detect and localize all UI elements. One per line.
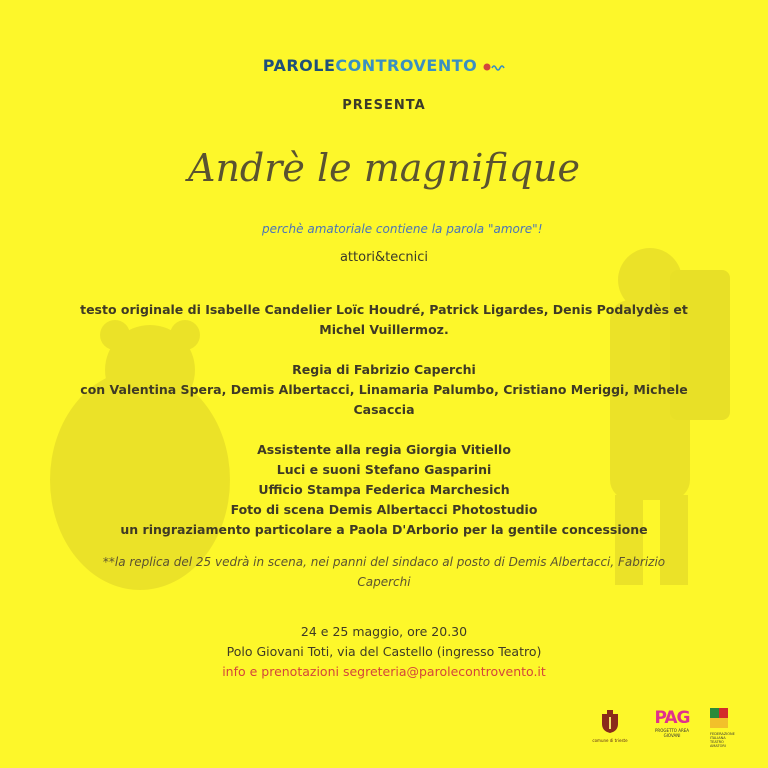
- event-venue: Polo Giovani Toti, via del Castello (ingresso Teatro): [226, 644, 542, 659]
- brand-logo: [0, 56, 768, 75]
- wave-icon: [483, 62, 505, 72]
- pag-label: PAG: [654, 708, 690, 728]
- show-title: Andrè le magnifique: [188, 146, 580, 190]
- note-line: **la replica del 25 vedrà in scena, nei panni del sindaco al posto di Demis Albertacci, Fabrizio: [102, 555, 666, 569]
- credit-line: un ringraziamento particolare a Paola D'Arborio per la gentile concessione: [120, 522, 648, 537]
- credit-line: Regia di Fabrizio Caperchi: [292, 362, 476, 377]
- note-line: Caperchi: [357, 575, 411, 589]
- pag-caption: PROGETTO AREA GIOVANI: [655, 728, 689, 738]
- credits-block: [0, 300, 768, 540]
- credit-line: con Valentina Spera, Demis Albertacci, Linamaria Palumbo, Cristiano Meriggi, Michele: [80, 382, 688, 397]
- replica-note: [100, 552, 668, 592]
- roles-label: attori&tecnici: [339, 250, 429, 265]
- credit-line: Casaccia: [353, 402, 415, 417]
- event-info: [0, 622, 768, 682]
- brand-part1: PAROLE: [262, 56, 336, 75]
- sponsor-logos: [590, 708, 750, 758]
- credit-line: Foto di scena Demis Albertacci Photostudio: [230, 502, 538, 517]
- comune-logo: [590, 710, 630, 743]
- brand-part2: CONTROVENTO: [335, 56, 478, 75]
- coat-of-arms-icon: [601, 710, 619, 734]
- credit-line: Assistente alla regia Giorgia Vitiello: [257, 442, 511, 457]
- event-dates: 24 e 25 maggio, ore 20.30: [300, 624, 468, 639]
- fita-logo: [710, 708, 746, 748]
- show-subtitle: perchè amatoriale contiene la parola "amore"!: [262, 222, 543, 236]
- contact-link[interactable]: info e prenotazioni segreteria@parolecontrovento.it: [222, 664, 546, 679]
- credit-line: Michel Vuillermoz.: [319, 322, 449, 337]
- fita-caption: FEDERAZIONE ITALIANA TEATRO AMATORI: [710, 732, 735, 748]
- credit-line: testo originale di Isabelle Candelier Loïc Houdré, Patrick Ligardes, Denis Podalydès et: [80, 302, 688, 317]
- fita-emblem-icon: [710, 708, 728, 728]
- comune-caption: comune di trieste: [592, 738, 628, 743]
- credit-line: Luci e suoni Stefano Gasparini: [276, 462, 492, 477]
- credit-line: Ufficio Stampa Federica Marchesich: [258, 482, 510, 497]
- pag-logo: [648, 708, 696, 738]
- presenta-label: PRESENTA: [342, 98, 426, 113]
